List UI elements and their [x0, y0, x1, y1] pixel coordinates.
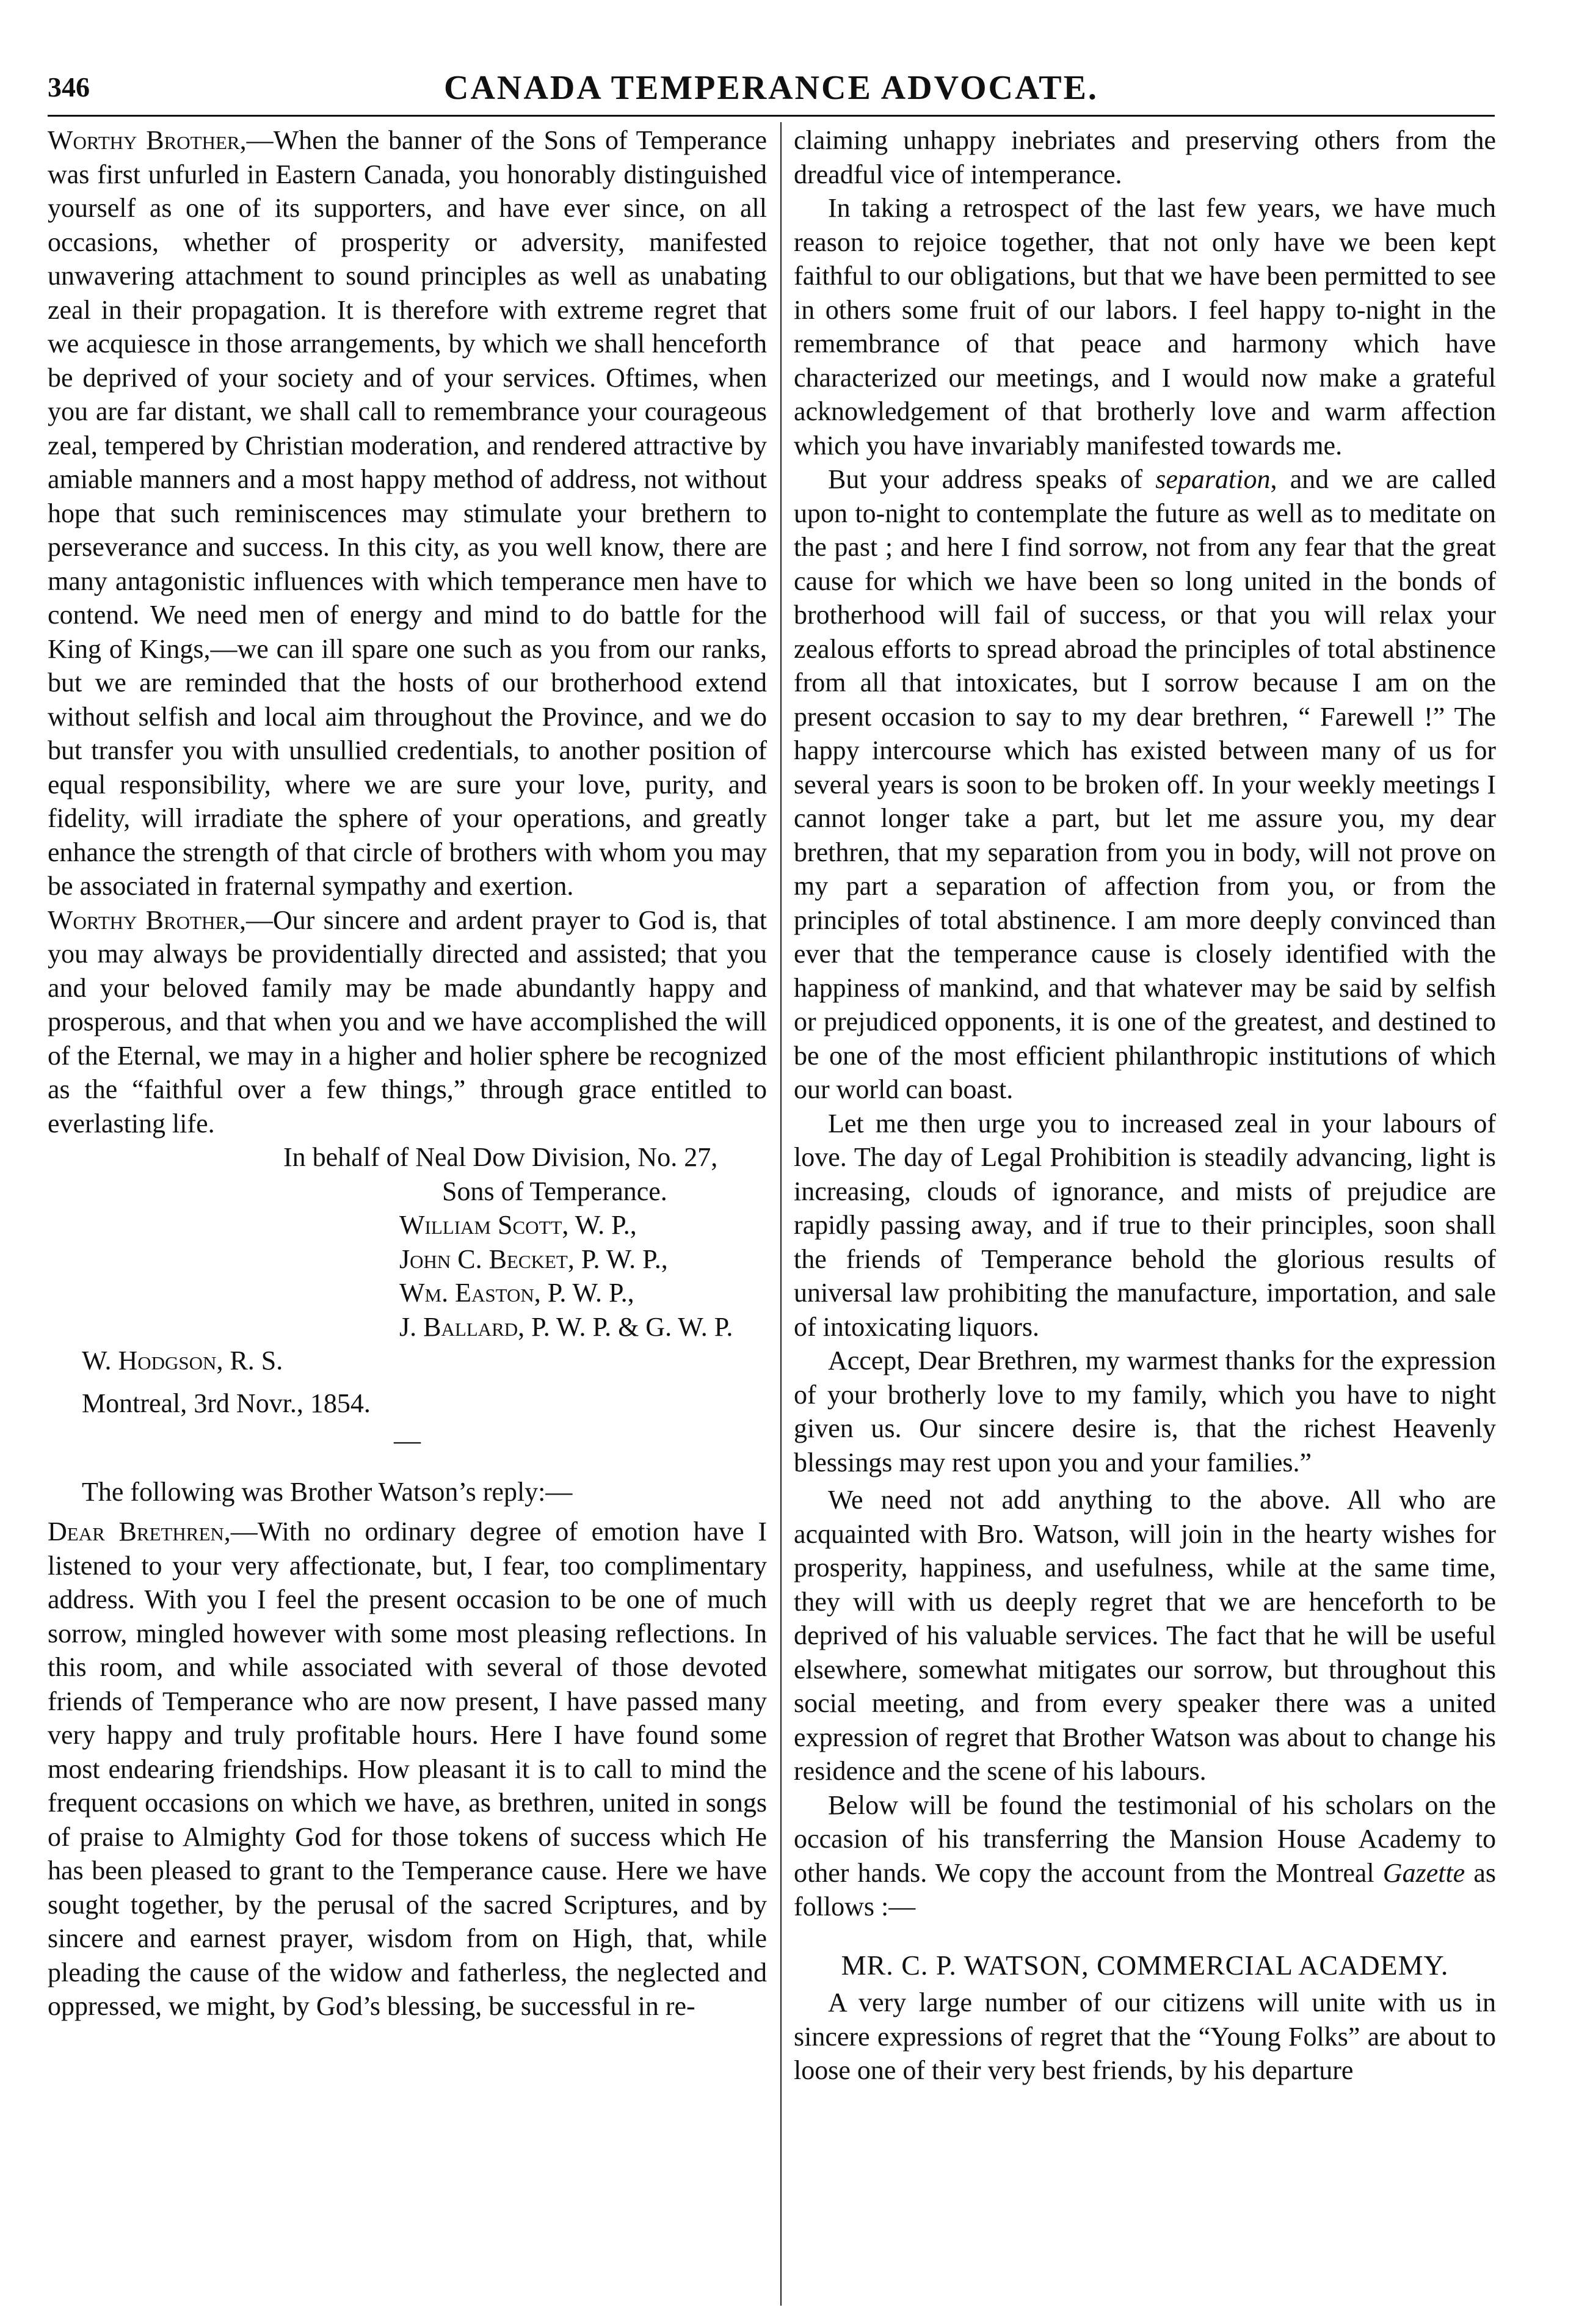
paragraph-text: —With no ordinary degree of emotion have I listened to your very affectionate, but, I fear, too complimentary address. With you I feel the present occasion to be one of much sorrow, mingled however with some most pleasing reflections. In this room, and while associated with several of those devoted friends of Temperance who are now present, I have passed many very happy and truly profitable hours. Here I have found some most endearing friendships. How pleasant it is to call to mind the frequent occasions on which we have, as brethren, united in songs of praise to Almighty God for those tokens of success which He has been pleased to grant to the Temperance cause. Here we have sought together, by the perusal of the sacred Scriptures, and by sincere and earnest prayer, wisdom from on High, that, while pleading the cause of the widow and fatherless, the neglected and oppressed, we might, by God’s blessing, be successful in re-	[48, 1517, 767, 2021]
column-rule	[780, 122, 782, 2306]
running-title: CANADA TEMPERANCE ADVOCATE.	[444, 69, 1098, 107]
paragraph: We need not add anything to the above. All who are acquainted with Bro. Watson, will join in the hearty wishes for prosperity, happiness, and usefulness, while at the same time, they will with us deeply regret that we are henceforth to be deprived of his valuable services. The fact that he will be useful elsewhere, somewhat mitigates our sorrow, but throughout this social meeting, and from every speaker there was a united expression of regret that Brother Watson was about to change his residence and the scene of his labours.	[794, 1485, 1496, 1786]
paragraph-text: But your address speaks of	[828, 464, 1156, 494]
paragraph-text: , and we are called upon to-night to contemplate the future as well as to meditate on the past ; and here I find sorrow, not from any fear that the great cause for which we have been so long united in the bonds of brotherhood will fail of success, or that you will relax your zealous efforts to spread abroad the principles of total abstinence from all that intoxicates, but I sorrow because I am on the present occasion to say to my dear brethren, “ Farewell !” The happy intercourse which has existed between many of us for several years is soon to be broken off. In your weekly meetings I cannot longer take a part, but let me assure you, my dear brethren, that my separation from you in body, will not prove on my part a separation of affection from you, or from the principles of total abstinence. I am more deeply convinced than ever that the temperance cause is closely identified with the happiness of mankind, and that whatever may be said by selfish or prejudiced opponents, it is one of the greatest, and destined to be one of the most efficient philanthropic institutions of which our world can boast.	[794, 464, 1496, 1104]
left-column	[48, 123, 767, 2298]
paragraph: Let me then urge you to increased zeal in your labours of love. The day of Legal Prohibition is steadily advancing, light is increasing, clouds of ignorance, and mists of prejudice are rapidly passing away, and if true to their principles, soon shall the friends of Temperance behold the glorious results of universal law prohibiting the manufacture, importation, and sale of intoxicating liquors.	[794, 1108, 1496, 1342]
page-number: 346	[48, 71, 90, 103]
paragraph-text: —When the banner of the Sons of Temperance was first unfurled in Eastern Canada, you honorably distinguished yourself as one of its supporters, and have ever since, on all occasions, whether of prosperity or adversity, manifested unwavering attachment to sound principles as well as unabating zeal in their propagation. It is therefore with extreme regret that we acquiesce in those arrangements, by which we shall henceforth be deprived of your society and of your services. Oftimes, when you are far distant, we shall call to remembrance your courageous zeal, tempered by Christian moderation, and rendered attractive by amiable manners and a most happy method of address, not without hope that such reminiscences may stimulate your brethern to perseverance and success. In this city, as you well know, there are many antagonistic influences with which temperance men have to contend. We need men of energy and mind to do battle for the King of Kings,—we can ill spare one such as you from our ranks, but we are reminded that the hosts of our brotherhood extend without selfish and local aim throughout the Province, and we do but transfer you with unsullied credentials, to another position of equal responsibility, where we are sure your love, purity, and fidelity, will irradiate the sphere of your operations, and greatly enhance the strength of that circle of brothers with whom you may be associated in fraternal sympathy and exertion.	[48, 125, 767, 901]
page-header	[48, 68, 1495, 111]
paragraph	[794, 462, 1496, 1107]
salutation: Dear Brethren,	[48, 1517, 231, 1546]
header-rule	[48, 115, 1495, 117]
address-paragraph-1	[48, 123, 767, 903]
reply-paragraph-1	[48, 1515, 767, 2023]
right-column	[794, 123, 1496, 2298]
paragraph: In taking a retrospect of the last few years, we have much reason to rejoice together, that not only have we been kept faithful to our obligations, but that we have been permitted to see in others some fruit of our labors. I feel happy to-night in the remembrance of that peace and harmony which have characterized our meetings, and I would now make a grateful acknowledgement of that brotherly love and warm affection which you have invariably manifested towards me.	[794, 193, 1496, 461]
signatory-name: J. Ballard, P. W. P. & G. W. P.	[399, 1311, 733, 1342]
reply-intro: The following was Brother Watson’s reply:—	[82, 1476, 573, 1507]
separator: —	[394, 1426, 421, 1455]
paragraph-text: Below will be found the testimonial of his scholars on the occasion of his transferring the Mansion House Academy to other hands. We copy the account from the Montreal	[794, 1790, 1496, 1888]
paragraph	[794, 1788, 1496, 1924]
emphasis: separation	[1155, 464, 1271, 494]
recording-secretary: W. Hodgson, R. S.	[82, 1346, 283, 1375]
emphasis: Gazette	[1382, 1857, 1465, 1888]
signatory-name: William Scott, W. P.,	[399, 1210, 637, 1240]
paragraph-text: —Our sincere and ardent prayer to God is, that you may always be providentially directed and assisted; that you and your beloved family may be made abundantly happy and prosperous, and that when you and we have accomplished the will of the Eternal, we may in a higher and holier sphere be recognized as the “faithful over a few things,” through grace entitled to everlasting life.	[48, 905, 767, 1138]
salutation: Worthy Brother,	[48, 905, 247, 935]
section-heading: MR. C. P. WATSON, COMMERCIAL ACADEMY.	[841, 1949, 1449, 1981]
signature-division: In behalf of Neal Dow Division, No. 27,	[283, 1142, 718, 1172]
signatory-name: John C. Becket, P. W. P.,	[399, 1244, 668, 1274]
salutation: Worthy Brother,	[48, 125, 247, 155]
dateline: Montreal, 3rd Novr., 1854.	[82, 1388, 371, 1418]
signature-sons: Sons of Temperance.	[442, 1176, 667, 1206]
paragraph: A very large number of our citizens will unite with us in sincere expressions of regret that the “Young Folks” are about to loose one of their very best friends, by his departure	[794, 1987, 1496, 2085]
paragraph-text: as follows :—	[794, 1857, 1496, 1921]
continuation-paragraph: claiming unhappy inebriates and preserving others from the dreadful vice of intemperance.	[794, 125, 1496, 189]
address-paragraph-2	[48, 903, 767, 1141]
signatory-name: Wm. Easton, P. W. P.,	[399, 1278, 634, 1308]
paragraph: Accept, Dear Brethren, my warmest thanks for the expression of your brotherly love to my family, which you have to night given us. Our sincere desire is, that the richest Heavenly blessings may rest upon you and your families.”	[794, 1346, 1496, 1477]
signature-block	[48, 1140, 767, 1344]
